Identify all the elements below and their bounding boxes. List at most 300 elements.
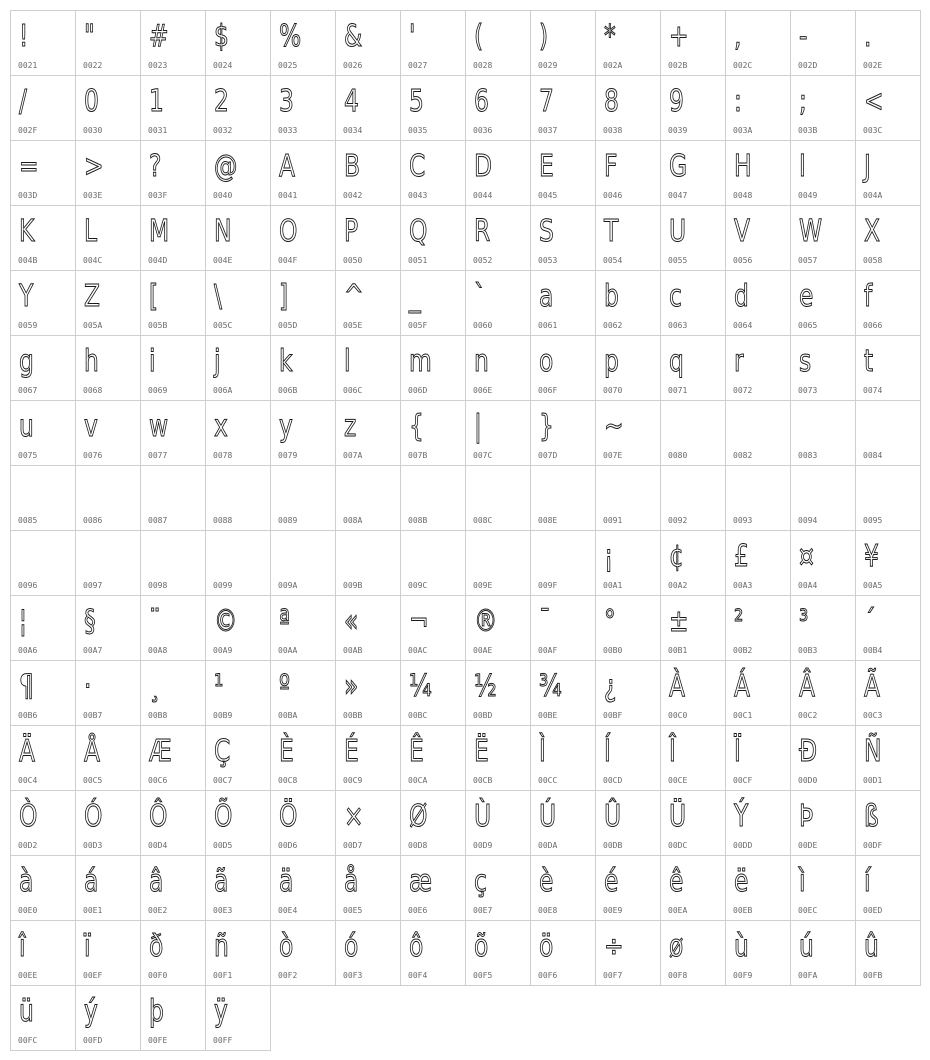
glyph-code-label: 00B9: [213, 711, 233, 720]
glyph-code-label: 00CD: [603, 776, 623, 785]
glyph-preview: ò: [279, 929, 294, 964]
glyph-cell[interactable]: [660, 270, 726, 336]
glyph-cell[interactable]: [855, 400, 921, 466]
glyph-cell[interactable]: [790, 140, 856, 206]
glyph-preview: b: [604, 279, 619, 314]
glyph-cell[interactable]: [595, 920, 661, 986]
glyph-cell[interactable]: [595, 855, 661, 921]
glyph-cell[interactable]: [790, 725, 856, 791]
glyph-cell[interactable]: [205, 595, 271, 661]
glyph-cell[interactable]: [10, 270, 76, 336]
glyph-cell[interactable]: [10, 920, 76, 986]
glyph-code-label: 007B: [408, 451, 428, 460]
glyph-code-label: 0088: [213, 516, 233, 525]
glyph-cell[interactable]: [660, 855, 726, 921]
glyph-code-label: 0076: [83, 451, 103, 460]
glyph-cell[interactable]: [10, 660, 76, 726]
glyph-cell[interactable]: [725, 465, 791, 531]
glyph-cell[interactable]: [530, 270, 596, 336]
glyph-cell[interactable]: [595, 205, 661, 271]
glyph-cell[interactable]: [725, 725, 791, 791]
glyph-preview: ¯: [539, 604, 551, 639]
glyph-cell[interactable]: [400, 595, 466, 661]
glyph-preview: |: [474, 409, 482, 444]
glyph-preview: 0: [84, 84, 99, 119]
glyph-cell[interactable]: [465, 10, 531, 76]
glyph-code-label: 00E2: [148, 906, 168, 915]
glyph-cell[interactable]: [75, 140, 141, 206]
glyph-code-label: 00F3: [343, 971, 363, 980]
glyph-preview: ð: [149, 929, 164, 964]
glyph-code-label: 00CA: [408, 776, 428, 785]
glyph-cell[interactable]: [465, 855, 531, 921]
glyph-cell[interactable]: [205, 985, 271, 1051]
glyph-cell[interactable]: [140, 270, 206, 336]
glyph-cell[interactable]: [595, 140, 661, 206]
glyph-cell[interactable]: [400, 75, 466, 141]
glyph-cell[interactable]: [595, 75, 661, 141]
glyph-cell[interactable]: [725, 660, 791, 726]
glyph-cell[interactable]: [465, 920, 531, 986]
glyph-cell[interactable]: [465, 790, 531, 856]
glyph-cell[interactable]: [400, 790, 466, 856]
glyph-cell[interactable]: [75, 985, 141, 1051]
glyph-cell[interactable]: [335, 595, 401, 661]
glyph-cell[interactable]: [205, 920, 271, 986]
glyph-cell[interactable]: [270, 75, 336, 141]
glyph-cell[interactable]: [205, 270, 271, 336]
glyph-cell[interactable]: [75, 75, 141, 141]
glyph-preview: «: [344, 604, 359, 639]
glyph-cell[interactable]: [790, 660, 856, 726]
glyph-cell[interactable]: [465, 530, 531, 596]
glyph-preview: I: [799, 149, 806, 184]
glyph-cell[interactable]: [790, 270, 856, 336]
glyph-cell[interactable]: [465, 140, 531, 206]
glyph-cell[interactable]: [660, 660, 726, 726]
glyph-preview: H: [734, 149, 752, 184]
glyph-cell[interactable]: [660, 725, 726, 791]
glyph-cell[interactable]: [660, 920, 726, 986]
glyph-cell[interactable]: [725, 205, 791, 271]
glyph-cell[interactable]: [10, 725, 76, 791]
glyph-code-label: 00E1: [83, 906, 103, 915]
glyph-cell[interactable]: [75, 530, 141, 596]
glyph-cell[interactable]: [595, 725, 661, 791]
glyph-cell[interactable]: [530, 400, 596, 466]
glyph-cell[interactable]: [335, 855, 401, 921]
glyph-cell[interactable]: [400, 660, 466, 726]
glyph-cell[interactable]: [335, 335, 401, 401]
glyph-cell[interactable]: [530, 725, 596, 791]
glyph-cell[interactable]: [270, 595, 336, 661]
glyph-preview: ~: [604, 409, 624, 444]
glyph-cell[interactable]: [335, 725, 401, 791]
glyph-preview: æ: [409, 864, 432, 899]
glyph-cell[interactable]: [270, 10, 336, 76]
glyph-preview: ': [409, 19, 416, 54]
glyph-cell[interactable]: [725, 140, 791, 206]
glyph-code-label: 00D5: [213, 841, 233, 850]
glyph-cell[interactable]: [400, 205, 466, 271]
glyph-cell[interactable]: [270, 335, 336, 401]
glyph-preview: õ: [474, 929, 489, 964]
glyph-cell[interactable]: [855, 660, 921, 726]
glyph-cell[interactable]: [595, 465, 661, 531]
glyph-cell[interactable]: [595, 790, 661, 856]
glyph-cell[interactable]: [660, 335, 726, 401]
glyph-cell[interactable]: [400, 335, 466, 401]
glyph-cell[interactable]: [400, 270, 466, 336]
glyph-preview: D: [474, 149, 493, 184]
glyph-code-label: 005A: [83, 321, 103, 330]
glyph-cell[interactable]: [335, 10, 401, 76]
glyph-cell[interactable]: [205, 465, 271, 531]
glyph-cell[interactable]: [205, 660, 271, 726]
glyph-preview: x: [214, 409, 228, 444]
glyph-cell[interactable]: [790, 530, 856, 596]
glyph-cell[interactable]: [595, 270, 661, 336]
glyph-cell[interactable]: [465, 270, 531, 336]
glyph-cell[interactable]: [400, 855, 466, 921]
glyph-code-label: 0054: [603, 256, 623, 265]
glyph-cell[interactable]: [205, 790, 271, 856]
glyph-cell[interactable]: [270, 400, 336, 466]
glyph-cell[interactable]: [270, 855, 336, 921]
glyph-cell[interactable]: [75, 595, 141, 661]
glyph-cell[interactable]: [335, 140, 401, 206]
glyph-cell[interactable]: [465, 465, 531, 531]
glyph-cell[interactable]: [660, 400, 726, 466]
glyph-cell[interactable]: [530, 10, 596, 76]
glyph-cell[interactable]: [725, 790, 791, 856]
glyph-cell[interactable]: [400, 465, 466, 531]
glyph-cell[interactable]: [530, 920, 596, 986]
glyph-preview: P: [344, 214, 359, 249]
glyph-cell[interactable]: [855, 530, 921, 596]
glyph-code-label: 00EB: [733, 906, 753, 915]
glyph-cell[interactable]: [75, 205, 141, 271]
glyph-cell[interactable]: [75, 660, 141, 726]
glyph-code-label: 0072: [733, 386, 753, 395]
glyph-cell[interactable]: [270, 660, 336, 726]
glyph-cell[interactable]: [855, 270, 921, 336]
glyph-cell[interactable]: [400, 10, 466, 76]
glyph-cell[interactable]: [205, 335, 271, 401]
glyph-cell[interactable]: [10, 855, 76, 921]
glyph-cell[interactable]: [790, 205, 856, 271]
glyph-cell[interactable]: [270, 205, 336, 271]
glyph-preview: h: [84, 344, 99, 379]
glyph-cell[interactable]: [855, 335, 921, 401]
glyph-cell[interactable]: [10, 985, 76, 1051]
glyph-cell[interactable]: [335, 465, 401, 531]
glyph-cell[interactable]: [790, 920, 856, 986]
glyph-code-label: 0038: [603, 126, 623, 135]
glyph-cell[interactable]: [205, 855, 271, 921]
glyph-cell[interactable]: [790, 790, 856, 856]
glyph-cell[interactable]: [270, 530, 336, 596]
glyph-code-label: 0074: [863, 386, 883, 395]
glyph-cell[interactable]: [205, 10, 271, 76]
glyph-cell[interactable]: [790, 595, 856, 661]
glyph-cell[interactable]: [335, 790, 401, 856]
glyph-cell[interactable]: [790, 10, 856, 76]
glyph-cell[interactable]: [660, 465, 726, 531]
glyph-cell[interactable]: [335, 660, 401, 726]
glyph-cell[interactable]: [660, 790, 726, 856]
glyph-cell[interactable]: [10, 335, 76, 401]
glyph-code-label: 00DF: [863, 841, 883, 850]
glyph-cell[interactable]: [10, 75, 76, 141]
glyph-cell[interactable]: [205, 400, 271, 466]
glyph-code-label: 004C: [83, 256, 103, 265]
glyph-code-label: 00B4: [863, 646, 883, 655]
glyph-cell[interactable]: [140, 660, 206, 726]
glyph-cell[interactable]: [855, 855, 921, 921]
glyph-cell[interactable]: [725, 335, 791, 401]
glyph-cell[interactable]: [530, 530, 596, 596]
glyph-code-label: 0026: [343, 61, 363, 70]
glyph-cell[interactable]: [335, 530, 401, 596]
glyph-cell[interactable]: [595, 400, 661, 466]
glyph-preview: ½: [474, 669, 497, 704]
glyph-cell[interactable]: [10, 790, 76, 856]
glyph-code-label: 007D: [538, 451, 558, 460]
glyph-cell[interactable]: [75, 725, 141, 791]
glyph-code-label: 0069: [148, 386, 168, 395]
glyph-code-label: 0036: [473, 126, 493, 135]
glyph-cell[interactable]: [400, 725, 466, 791]
glyph-cell[interactable]: [270, 920, 336, 986]
glyph-cell[interactable]: [465, 725, 531, 791]
glyph-cell[interactable]: [10, 595, 76, 661]
glyph-code-label: 0031: [148, 126, 168, 135]
glyph-cell[interactable]: [725, 595, 791, 661]
glyph-cell[interactable]: [205, 75, 271, 141]
glyph-cell[interactable]: [855, 725, 921, 791]
glyph-cell[interactable]: [10, 465, 76, 531]
glyph-code-label: 0056: [733, 256, 753, 265]
glyph-preview: e: [799, 279, 814, 314]
glyph-cell[interactable]: [140, 75, 206, 141]
glyph-cell[interactable]: [270, 790, 336, 856]
glyph-preview: ,: [734, 19, 742, 54]
glyph-cell[interactable]: [855, 75, 921, 141]
glyph-preview: ÷: [604, 929, 624, 964]
glyph-cell[interactable]: [660, 205, 726, 271]
glyph-cell[interactable]: [725, 920, 791, 986]
glyph-cell[interactable]: [270, 725, 336, 791]
glyph-cell[interactable]: [855, 595, 921, 661]
glyph-cell[interactable]: [75, 335, 141, 401]
glyph-cell[interactable]: [790, 465, 856, 531]
glyph-code-label: 003E: [83, 191, 103, 200]
glyph-cell[interactable]: [855, 920, 921, 986]
glyph-cell[interactable]: [855, 790, 921, 856]
glyph-preview: Ý: [734, 799, 749, 834]
glyph-cell[interactable]: [140, 790, 206, 856]
glyph-cell[interactable]: [10, 530, 76, 596]
glyph-preview: ¢: [669, 539, 684, 574]
glyph-cell[interactable]: [725, 270, 791, 336]
glyph-cell[interactable]: [855, 10, 921, 76]
glyph-cell[interactable]: [205, 725, 271, 791]
glyph-cell[interactable]: [140, 205, 206, 271]
glyph-cell[interactable]: [790, 335, 856, 401]
glyph-cell[interactable]: [465, 335, 531, 401]
glyph-cell[interactable]: [140, 985, 206, 1051]
glyph-cell[interactable]: [465, 595, 531, 661]
glyph-code-label: 004D: [148, 256, 168, 265]
glyph-cell[interactable]: [595, 10, 661, 76]
glyph-cell[interactable]: [270, 140, 336, 206]
glyph-cell[interactable]: [530, 660, 596, 726]
glyph-cell[interactable]: [140, 140, 206, 206]
glyph-code-label: 002A: [603, 61, 623, 70]
glyph-cell[interactable]: [595, 530, 661, 596]
glyph-code-label: 00CB: [473, 776, 493, 785]
glyph-cell[interactable]: [75, 270, 141, 336]
glyph-cell[interactable]: [725, 855, 791, 921]
glyph-preview: Ø: [409, 799, 428, 834]
glyph-cell[interactable]: [75, 790, 141, 856]
glyph-cell[interactable]: [75, 855, 141, 921]
glyph-cell[interactable]: [465, 205, 531, 271]
glyph-cell[interactable]: [465, 75, 531, 141]
glyph-cell[interactable]: [400, 530, 466, 596]
glyph-cell[interactable]: [10, 140, 76, 206]
glyph-cell[interactable]: [530, 335, 596, 401]
glyph-preview: !: [19, 19, 29, 54]
glyph-cell[interactable]: [530, 595, 596, 661]
glyph-cell[interactable]: [465, 400, 531, 466]
glyph-cell[interactable]: [205, 530, 271, 596]
glyph-cell[interactable]: [75, 465, 141, 531]
glyph-cell[interactable]: [855, 465, 921, 531]
glyph-cell[interactable]: [140, 530, 206, 596]
glyph-cell[interactable]: [530, 205, 596, 271]
glyph-cell[interactable]: [270, 465, 336, 531]
glyph-cell[interactable]: [855, 205, 921, 271]
glyph-cell[interactable]: [790, 75, 856, 141]
glyph-preview: ): [539, 19, 549, 54]
glyph-preview: V: [734, 214, 751, 249]
glyph-code-label: 00A4: [798, 581, 818, 590]
glyph-cell[interactable]: [75, 10, 141, 76]
glyph-cell[interactable]: [75, 400, 141, 466]
glyph-cell[interactable]: [530, 75, 596, 141]
glyph-cell[interactable]: [10, 205, 76, 271]
glyph-code-label: 0073: [798, 386, 818, 395]
glyph-cell[interactable]: [140, 595, 206, 661]
glyph-code-label: 008A: [343, 516, 363, 525]
glyph-cell[interactable]: [335, 400, 401, 466]
glyph-preview: Z: [84, 279, 101, 314]
glyph-preview: Ö: [279, 799, 298, 834]
glyph-preview: `: [474, 279, 486, 314]
glyph-preview: :: [734, 84, 742, 119]
glyph-code-label: 007A: [343, 451, 363, 460]
glyph-cell[interactable]: [660, 140, 726, 206]
glyph-cell[interactable]: [660, 530, 726, 596]
glyph-preview: ¨: [149, 604, 161, 639]
glyph-code-label: 00DA: [538, 841, 558, 850]
glyph-code-label: 005B: [148, 321, 168, 330]
glyph-cell[interactable]: [205, 205, 271, 271]
glyph-cell[interactable]: [205, 140, 271, 206]
glyph-cell[interactable]: [530, 465, 596, 531]
glyph-cell[interactable]: [140, 400, 206, 466]
glyph-cell[interactable]: [335, 920, 401, 986]
glyph-cell[interactable]: [595, 595, 661, 661]
glyph-preview: 1: [149, 84, 164, 119]
glyph-preview: @: [214, 149, 238, 184]
glyph-code-label: 00C3: [863, 711, 883, 720]
glyph-cell[interactable]: [400, 920, 466, 986]
glyph-cell[interactable]: [140, 855, 206, 921]
glyph-code-label: 0023: [148, 61, 168, 70]
glyph-cell[interactable]: [140, 465, 206, 531]
glyph-cell[interactable]: [140, 335, 206, 401]
glyph-code-label: 00E9: [603, 906, 623, 915]
glyph-cell[interactable]: [725, 530, 791, 596]
glyph-code-label: 0057: [798, 256, 818, 265]
glyph-cell[interactable]: [530, 790, 596, 856]
glyph-cell[interactable]: [140, 920, 206, 986]
glyph-cell[interactable]: [595, 335, 661, 401]
glyph-code-label: 0022: [83, 61, 103, 70]
glyph-code-label: 009C: [408, 581, 428, 590]
glyph-code-label: 002F: [18, 126, 38, 135]
glyph-cell[interactable]: [270, 270, 336, 336]
glyph-cell[interactable]: [790, 400, 856, 466]
glyph-code-label: 0050: [343, 256, 363, 265]
glyph-cell[interactable]: [400, 400, 466, 466]
glyph-cell[interactable]: [465, 660, 531, 726]
glyph-cell[interactable]: [660, 10, 726, 76]
glyph-cell[interactable]: [660, 75, 726, 141]
glyph-code-label: 00F9: [733, 971, 753, 980]
glyph-cell[interactable]: [725, 75, 791, 141]
glyph-cell[interactable]: [335, 270, 401, 336]
glyph-code-label: 006B: [278, 386, 298, 395]
glyph-cell[interactable]: [855, 140, 921, 206]
glyph-cell[interactable]: [10, 10, 76, 76]
glyph-preview: Þ: [799, 799, 814, 834]
glyph-cell[interactable]: [400, 140, 466, 206]
glyph-code-label: 00EA: [668, 906, 688, 915]
glyph-cell[interactable]: [335, 75, 401, 141]
glyph-preview: þ: [149, 994, 164, 1029]
glyph-cell[interactable]: [10, 400, 76, 466]
glyph-preview: å: [344, 864, 359, 899]
glyph-code-label: 007C: [473, 451, 493, 460]
glyph-cell[interactable]: [335, 205, 401, 271]
glyph-cell[interactable]: [790, 855, 856, 921]
glyph-cell[interactable]: [595, 660, 661, 726]
glyph-cell[interactable]: [725, 10, 791, 76]
glyph-code-label: 005D: [278, 321, 298, 330]
glyph-code-label: 00E8: [538, 906, 558, 915]
glyph-cell[interactable]: [530, 140, 596, 206]
glyph-cell[interactable]: [75, 920, 141, 986]
glyph-cell[interactable]: [530, 855, 596, 921]
glyph-cell[interactable]: [725, 400, 791, 466]
glyph-cell[interactable]: [140, 725, 206, 791]
glyph-cell[interactable]: [140, 10, 206, 76]
glyph-cell[interactable]: [660, 595, 726, 661]
